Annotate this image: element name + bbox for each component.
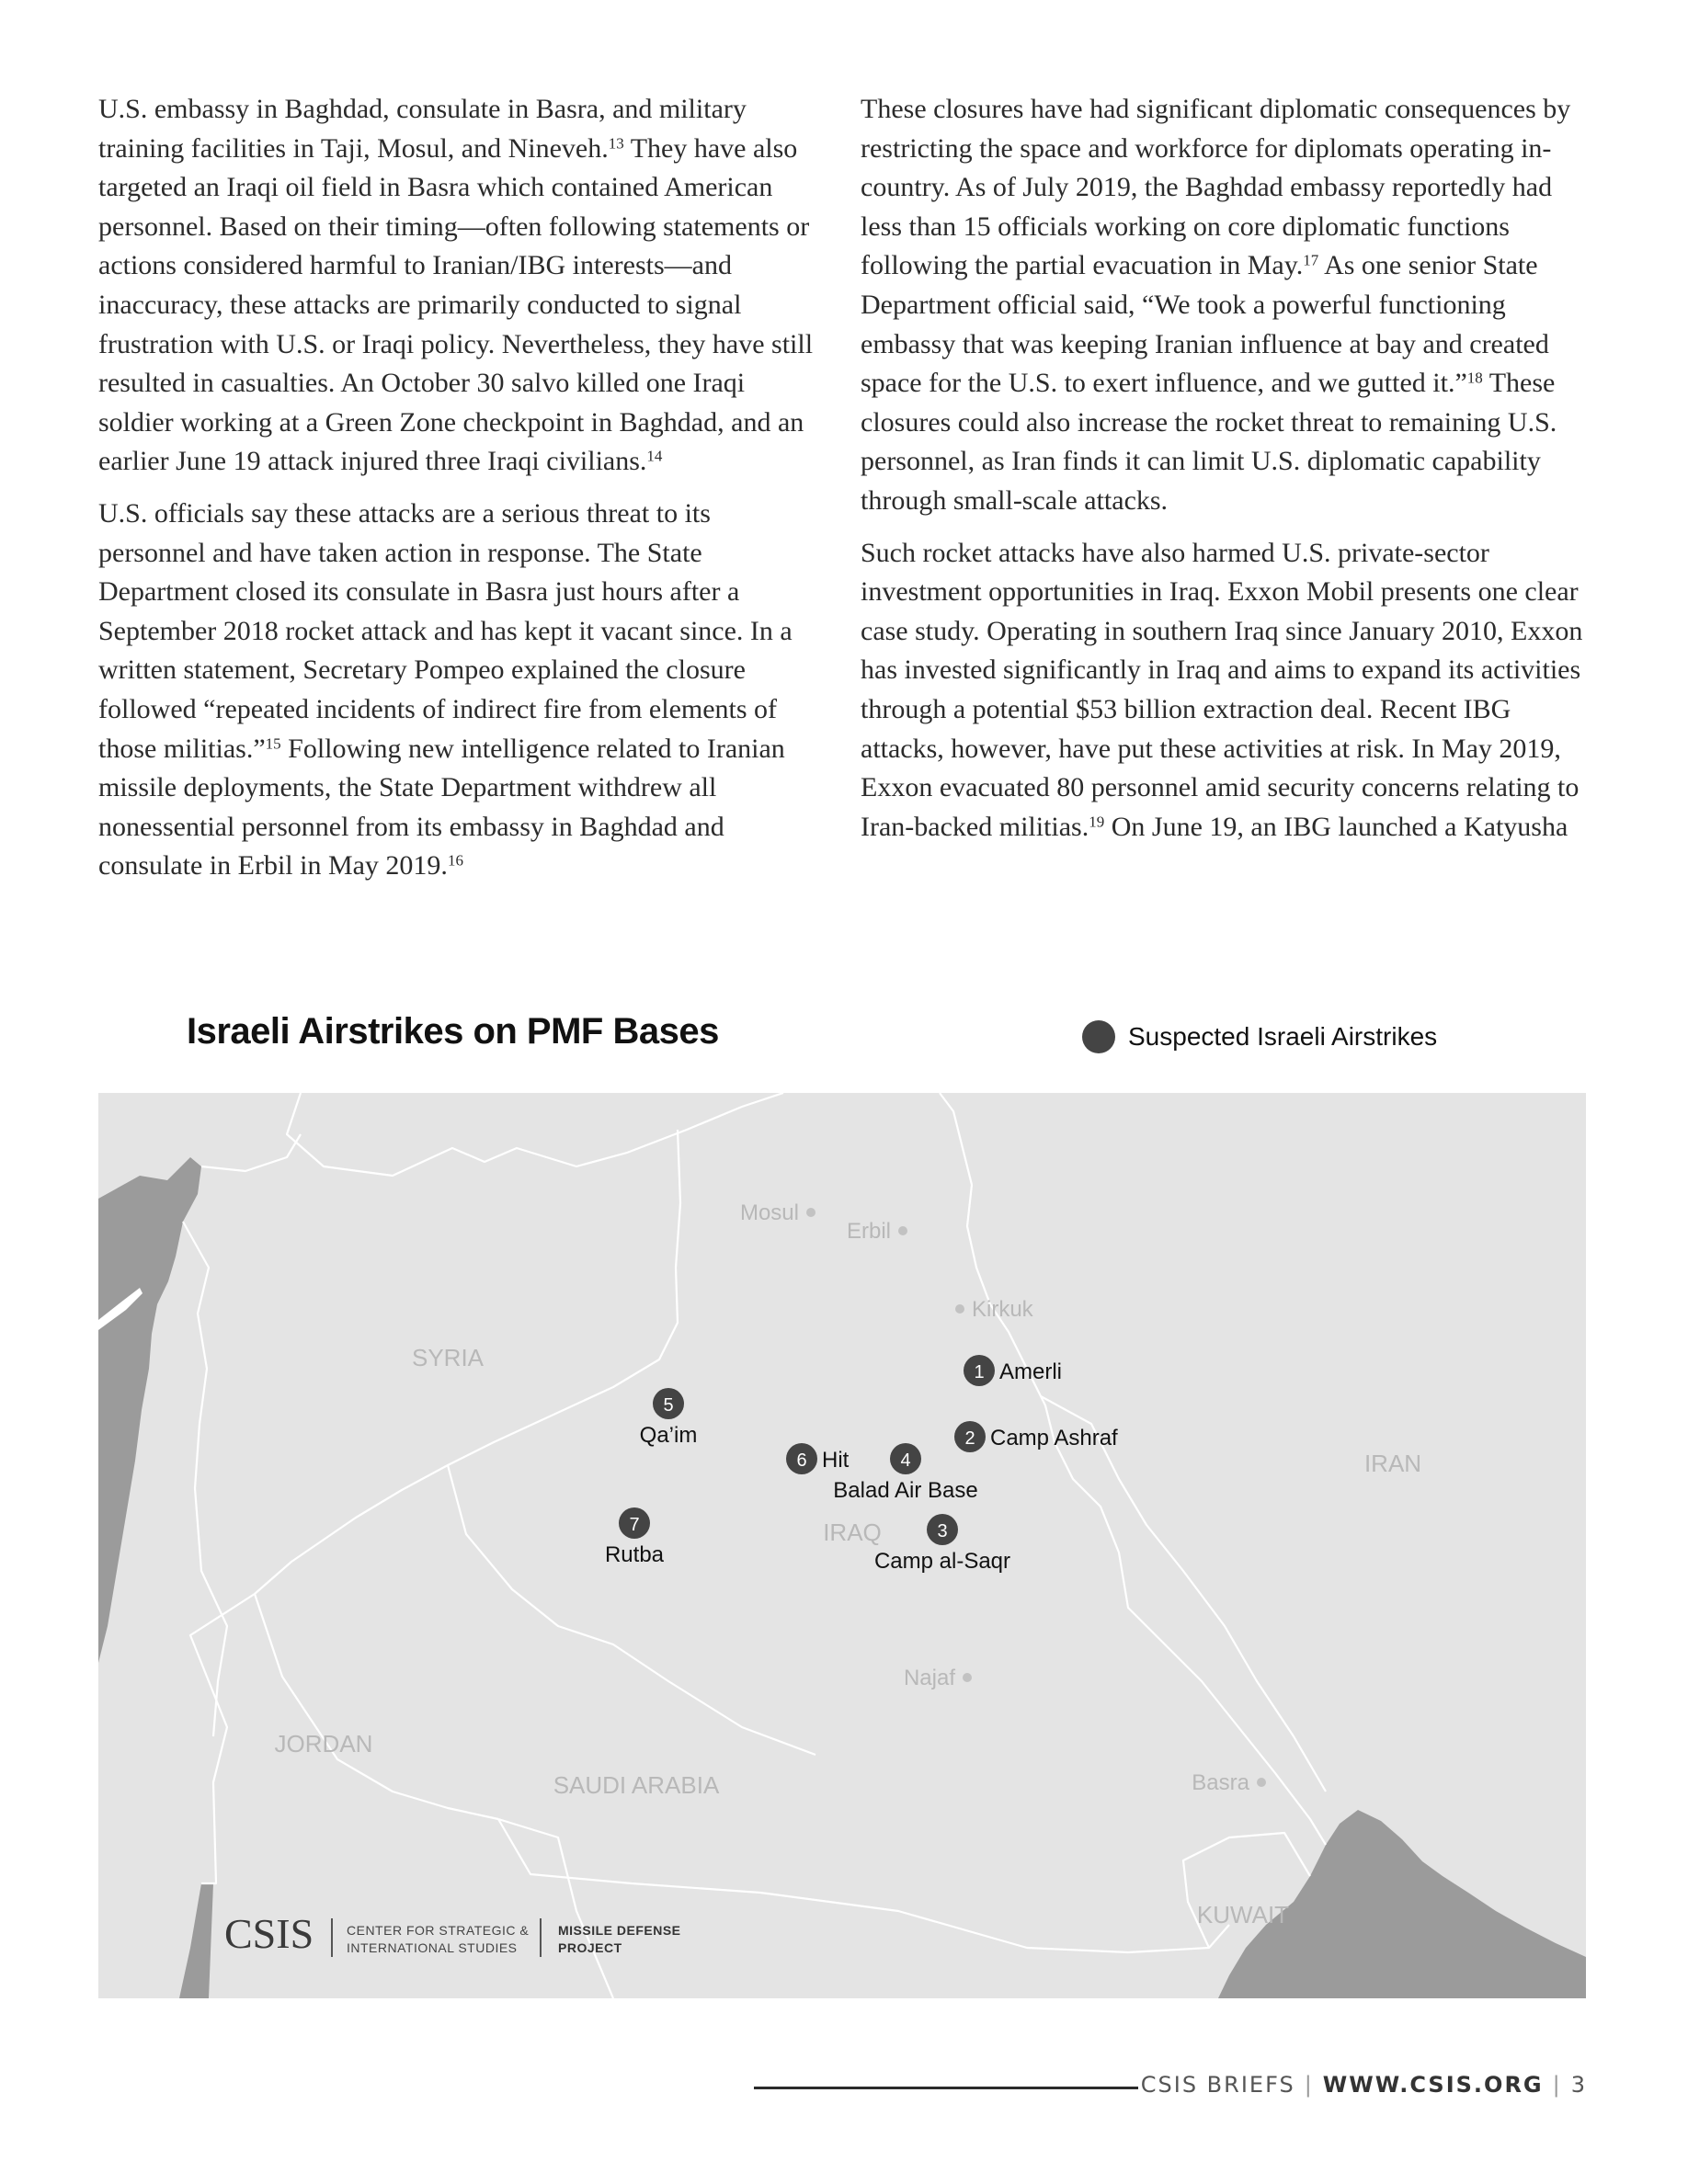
left-paragraph-1: U.S. embassy in Baghdad, consulate in Basra, and military training facilities in Taji, Mosul, and Nineveh.$^{13}$ They have also targeted an Iraqi oil field in Basra which contained American personnel. Based on their timing—often following statements or actions considered harmful to Iranian/IBG interests—and inaccuracy, these attacks are primarily conducted to signal frustration with U.S. or Iraqi policy. Nevertheless, they have still resulted in casualties. An October 30 salvo killed one Iraqi soldier working at a Green Zone checkpoint in Baghdad, and an earlier June 19 attack injured three Iraqi civilians.$^{14}$ [98,94,814,477]
strike-label: Amerli [999,1359,1063,1384]
right-text-column [861,90,1587,859]
city-label-mosul: Mosul [739,1200,799,1225]
strike-marker-1 [964,1355,1062,1386]
strike-label: Qa’im [639,1423,698,1448]
legend-label: Suspected Israeli Airstrikes [1128,1022,1438,1051]
map-legend [1082,1020,1437,1053]
country-label-saudi-arabia: SAUDI ARABIA [553,1771,720,1799]
strike-label: Hit [822,1448,850,1473]
right-paragraph-2: Such rocket attacks have also harmed U.S. private-sector investment opportunities in Iraq. Exxon Mobil presents one clear case study. Operating in southern Iraq since January 2010, Exxon has invested significantly in Iraq and aims to expand its activities through a potential $53 billion extraction deal. Recent IBG attacks, however, have put these activities at risk. In May 2019, Exxon evacuated 80 personnel amid security concerns relating to Iran-backed militias.$^{19}$ On June 19, an IBG launched a Katyusha [861,537,1583,842]
left-text-column [98,90,825,899]
footnote-ref: 13 [608,134,624,153]
country-label-kuwait: KUWAIT [1196,1901,1290,1928]
country-label-iran: IRAN [1363,1450,1422,1477]
csis-org-line-2: INTERNATIONAL STUDIES [347,1940,518,1955]
map-title: Israeli Airstrikes on PMF Bases [187,1011,719,1052]
city-dot-erbil [898,1226,907,1235]
city-dot-basra [1257,1778,1266,1787]
strike-number: 7 [629,1515,640,1535]
csis-org-line-1: CENTER FOR STRATEGIC & [347,1923,530,1938]
footnote-ref: 18 [1466,369,1483,387]
strike-number: 5 [663,1395,674,1416]
country-label-iraq: IRAQ [823,1519,882,1546]
csis-logo-mark: CSIS [224,1910,314,1957]
city-dot-mosul [806,1208,815,1217]
strike-number: 1 [974,1362,985,1382]
strike-label: Camp Ashraf [990,1426,1118,1450]
strike-label: Balad Air Base [833,1478,978,1503]
city-label-najaf: Najaf [903,1666,955,1690]
footer-url[interactable]: WWW.CSIS.ORG [1322,2072,1544,2098]
footnote-ref: 19 [1089,813,1105,831]
strike-marker-2 [954,1421,1118,1452]
strike-label: Rutba [604,1542,665,1567]
footnote-ref: 14 [646,448,663,465]
right-paragraph-1: These closures have had significant diplomatic consequences by restricting the space and workforce for diplomats operating in-country. As of July 2019, the Baghdad embassy reportedly had less than 15 officials working on core diplomatic functions following the partial evacuation in May.$^{17}$ As one senior State Department official said, “We took a powerful functioning embassy that was keeping Iranian influence at bay and created space for the U.S. to exert influence, and we gutted it.”$^{18}$ These closures could also increase the rocket threat to remaining U.S. personnel, as Iran finds it can limit U.S. diplomatic capability through small-scale attacks. [861,94,1571,516]
strike-number: 3 [937,1521,948,1541]
city-dot-kirkuk [955,1304,964,1314]
strike-label: Camp al-Saqr [873,1549,1011,1574]
legend-marker-icon [1082,1020,1115,1053]
city-label-basra: Basra [1192,1770,1249,1795]
footnote-ref: 16 [447,851,463,870]
project-line-1: MISSILE DEFENSE [558,1923,681,1938]
footer-series: CSIS BRIEFS [1140,2072,1295,2098]
city-label-kirkuk: Kirkuk [972,1297,1033,1322]
strike-number: 6 [796,1450,807,1471]
strike-number: 2 [964,1428,975,1449]
footnote-ref: 15 [265,734,281,753]
page-number: 3 [1570,2072,1587,2098]
footer-rule [754,2087,1138,2089]
project-line-2: PROJECT [558,1940,622,1955]
page-footer: CSIS BRIEFS | WWW.CSIS.ORG | 3 [1140,2072,1587,2098]
city-dot-najaf [963,1673,972,1682]
country-label-syria: SYRIA [411,1344,485,1371]
left-paragraph-2: U.S. officials say these attacks are a serious threat to its personnel and have taken action in response. The State Department closed its consulate in Basra just hours after a September 2018 rocket attack and has kept it vacant since. In a written statement, Secretary Pompeo explained the closure followed “repeated incidents of indirect fire from elements of those militias.”$^{15}$ Following new intelligence related to Iranian missile deployments, the State Department withdrew all nonessential personnel from its embassy in Baghdad and consulate in Erbil in May 2019.16 [98,497,793,882]
airstrike-map [98,1093,1586,1998]
country-label-jordan: JORDAN [274,1730,373,1757]
city-label-erbil: Erbil [846,1219,891,1244]
footnote-ref: 17 [1303,252,1319,270]
strike-number: 4 [900,1450,911,1471]
